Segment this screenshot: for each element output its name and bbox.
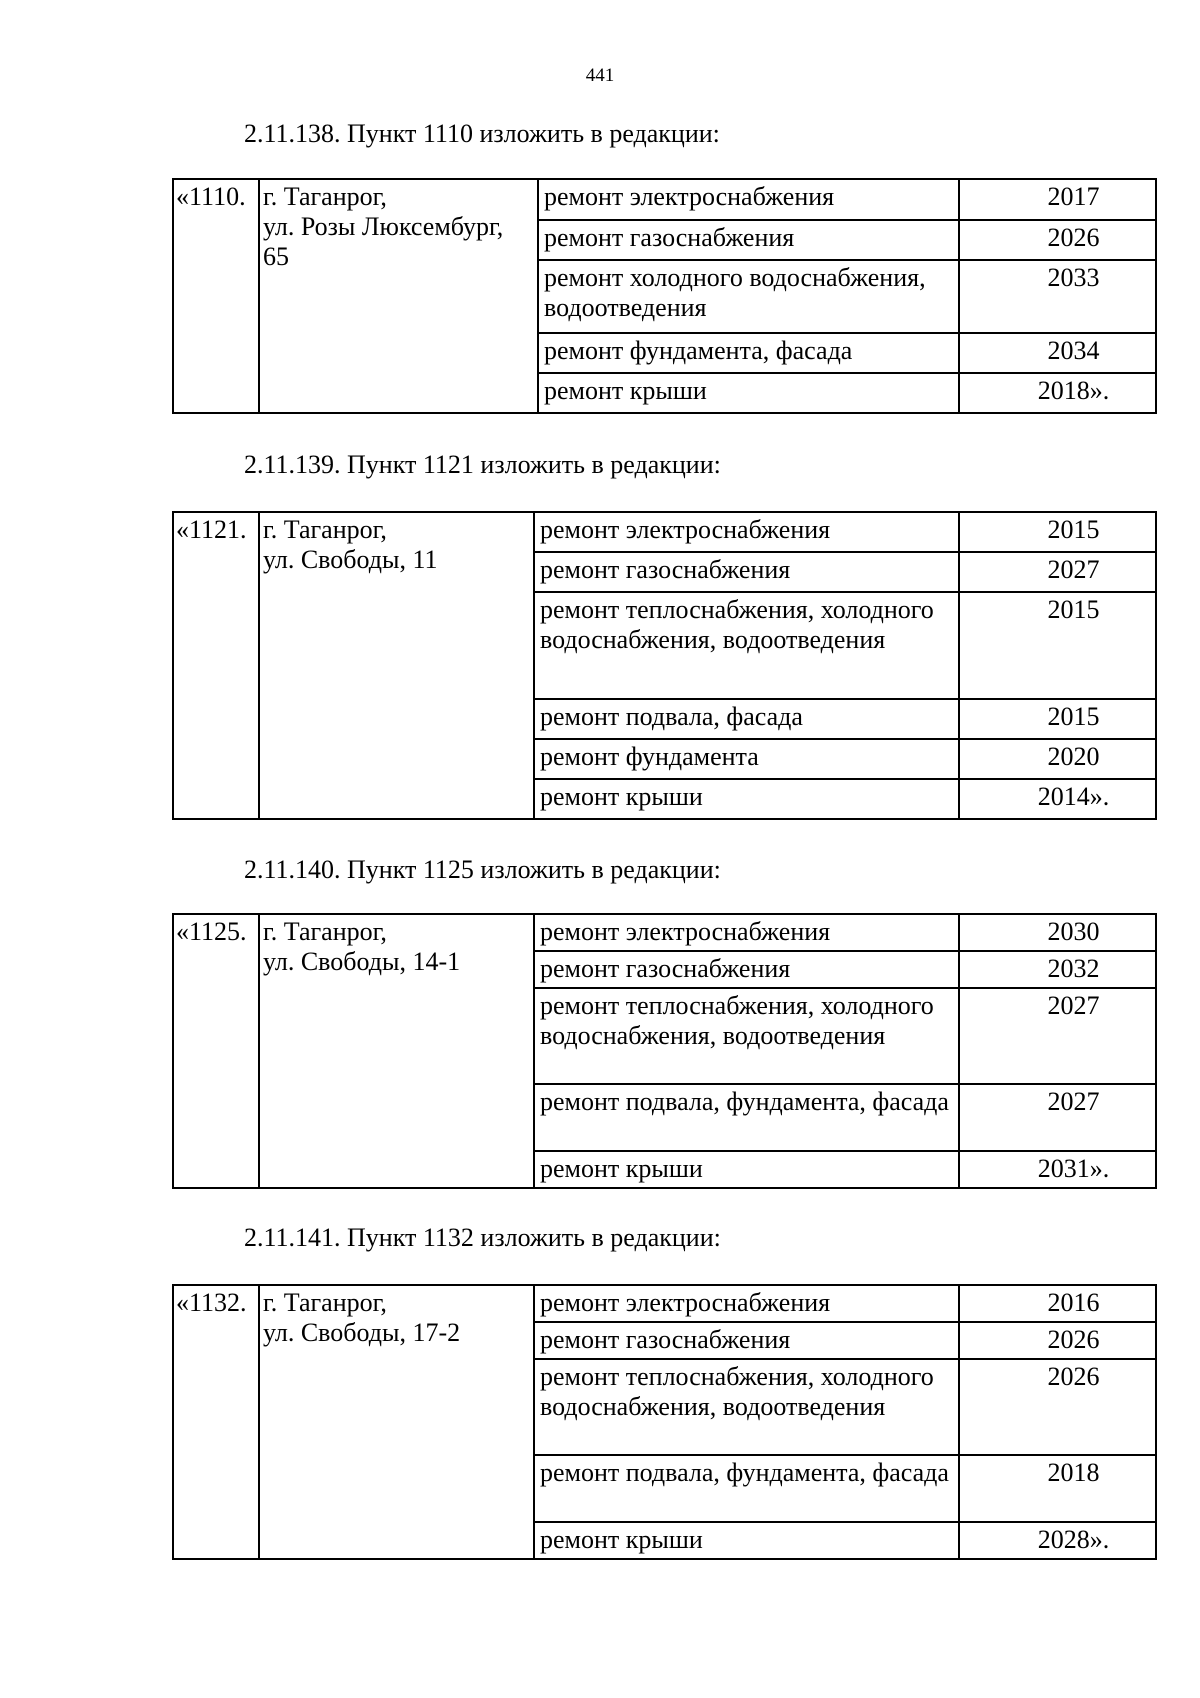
table-row bbox=[173, 512, 1156, 552]
item-number-cell: «1121. bbox=[173, 512, 259, 819]
year-cell: 2030 bbox=[959, 914, 1156, 951]
work-type-cell: ремонт подвала, фасада bbox=[534, 699, 959, 739]
work-type-cell: ремонт газоснабжения bbox=[534, 1322, 959, 1359]
work-type-cell: ремонт холодного водоснабжения, водоотведения bbox=[538, 260, 959, 333]
work-type-cell: ремонт электроснабжения bbox=[534, 512, 959, 552]
work-type-cell: ремонт фундамента, фасада bbox=[538, 333, 959, 373]
work-type-cell: ремонт газоснабжения bbox=[538, 220, 959, 260]
year-cell: 2018». bbox=[959, 373, 1156, 413]
work-type-cell: ремонт подвала, фундамента, фасада bbox=[534, 1455, 959, 1522]
amendment-table bbox=[172, 1284, 1157, 1560]
page-number: 441 bbox=[585, 65, 615, 86]
year-cell: 2018 bbox=[959, 1455, 1156, 1522]
item-number-cell: «1125. bbox=[173, 914, 259, 1188]
work-type-cell: ремонт крыши bbox=[534, 1151, 959, 1188]
year-cell: 2034 bbox=[959, 333, 1156, 373]
address-cell: г. Таганрог, ул. Свободы, 14-1 bbox=[259, 914, 534, 1188]
item-number-cell: «1132. bbox=[173, 1285, 259, 1559]
section-heading: 2.11.140. Пункт 1125 изложить в редакции: bbox=[244, 855, 721, 884]
work-type-cell: ремонт подвала, фундамента, фасада bbox=[534, 1084, 959, 1151]
year-cell: 2016 bbox=[959, 1285, 1156, 1322]
year-cell: 2014». bbox=[959, 779, 1156, 819]
work-type-cell: ремонт газоснабжения bbox=[534, 552, 959, 592]
year-cell: 2026 bbox=[959, 220, 1156, 260]
work-type-cell: ремонт электроснабжения bbox=[538, 179, 959, 220]
year-cell: 2015 bbox=[959, 592, 1156, 699]
section-heading: 2.11.138. Пункт 1110 изложить в редакции: bbox=[244, 119, 720, 148]
work-type-cell: ремонт теплоснабжения, холодного водоснабжения, водоотведения bbox=[534, 988, 959, 1084]
table-row bbox=[173, 914, 1156, 951]
work-type-cell: ремонт электроснабжения bbox=[534, 1285, 959, 1322]
address-cell: г. Таганрог, ул. Свободы, 17-2 bbox=[259, 1285, 534, 1559]
year-cell: 2026 bbox=[959, 1322, 1156, 1359]
work-type-cell: ремонт крыши bbox=[534, 779, 959, 819]
year-cell: 2027 bbox=[959, 1084, 1156, 1151]
year-cell: 2028». bbox=[959, 1522, 1156, 1559]
table-row bbox=[173, 1285, 1156, 1322]
year-cell: 2015 bbox=[959, 699, 1156, 739]
year-cell: 2033 bbox=[959, 260, 1156, 333]
year-cell: 2026 bbox=[959, 1359, 1156, 1455]
address-cell: г. Таганрог, ул. Свободы, 11 bbox=[259, 512, 534, 819]
amendment-table bbox=[172, 913, 1157, 1189]
section-heading: 2.11.139. Пункт 1121 изложить в редакции: bbox=[244, 450, 721, 479]
work-type-cell: ремонт газоснабжения bbox=[534, 951, 959, 988]
year-cell: 2020 bbox=[959, 739, 1156, 779]
item-number-cell: «1110. bbox=[173, 179, 259, 413]
work-type-cell: ремонт теплоснабжения, холодного водоснабжения, водоотведения bbox=[534, 592, 959, 699]
table-row bbox=[173, 179, 1156, 220]
work-type-cell: ремонт теплоснабжения, холодного водоснабжения, водоотведения bbox=[534, 1359, 959, 1455]
year-cell: 2031». bbox=[959, 1151, 1156, 1188]
year-cell: 2027 bbox=[959, 988, 1156, 1084]
year-cell: 2032 bbox=[959, 951, 1156, 988]
year-cell: 2027 bbox=[959, 552, 1156, 592]
year-cell: 2015 bbox=[959, 512, 1156, 552]
amendment-table bbox=[172, 511, 1157, 820]
address-cell: г. Таганрог, ул. Розы Люксембург, 65 bbox=[259, 179, 538, 413]
amendment-table bbox=[172, 178, 1157, 414]
work-type-cell: ремонт крыши bbox=[534, 1522, 959, 1559]
year-cell: 2017 bbox=[959, 179, 1156, 220]
work-type-cell: ремонт фундамента bbox=[534, 739, 959, 779]
work-type-cell: ремонт крыши bbox=[538, 373, 959, 413]
section-heading: 2.11.141. Пункт 1132 изложить в редакции: bbox=[244, 1223, 721, 1252]
work-type-cell: ремонт электроснабжения bbox=[534, 914, 959, 951]
